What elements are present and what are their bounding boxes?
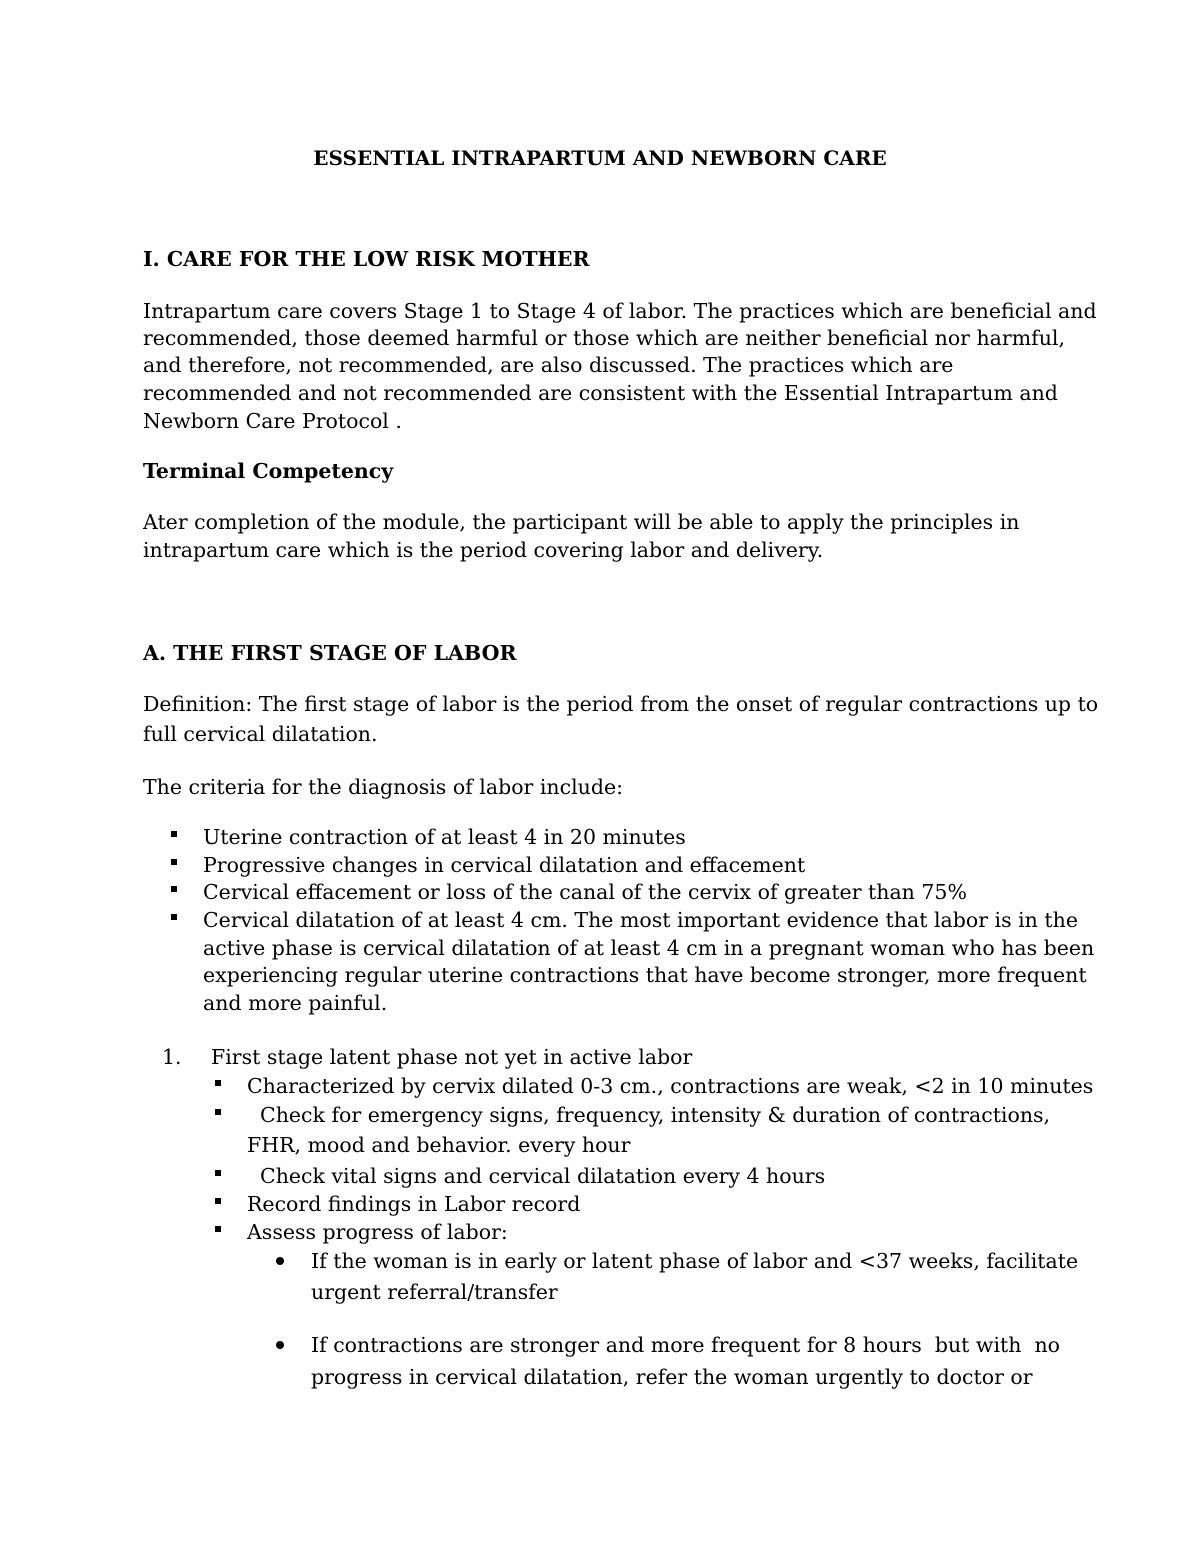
criteria-item-continued: experiencing regular uterine contractions that have become stronger, more frequent [203, 963, 1087, 987]
nested-list-item-continued: urgent referral/transfer [311, 1280, 558, 1304]
intro-line: Newborn Care Protocol . [143, 409, 402, 433]
criteria-item-continued: active phase is cervical dilatation of at least 4 cm in a pregnant woman who has been [203, 936, 1095, 960]
square-bullet-icon [171, 831, 177, 837]
square-bullet-icon [215, 1198, 221, 1204]
criteria-item: Progressive changes in cervical dilatation and effacement [203, 853, 806, 877]
square-bullet-icon [171, 886, 177, 892]
numbered-item-label: First stage latent phase not yet in active labor [211, 1045, 693, 1069]
square-bullet-icon [215, 1226, 221, 1232]
criteria-item-continued: and more painful. [203, 991, 388, 1015]
intro-line: recommended, those deemed harmful or those which are neither beneficial nor harmful, [143, 326, 1065, 350]
sub-list-item: Check vital signs and cervical dilatation every 4 hours [247, 1164, 826, 1188]
round-bullet-icon [276, 1257, 284, 1265]
competency-line: Ater completion of the module, the participant will be able to apply the principles in [143, 510, 1020, 534]
intro-line: Intrapartum care covers Stage 1 to Stage 4 of labor. The practices which are beneficial and [143, 299, 1097, 323]
definition-line: full cervical dilatation. [143, 722, 378, 746]
criteria-item: Cervical effacement or loss of the canal of the cervix of greater than 75% [203, 880, 967, 904]
sub-list-item: Record findings in Labor record [247, 1192, 581, 1216]
nested-list-item-continued: progress in cervical dilatation, refer the woman urgently to doctor or [311, 1365, 1033, 1389]
competency-line: intrapartum care which is the period covering labor and delivery. [143, 538, 824, 562]
sub-list-item: Check for emergency signs, frequency, intensity & duration of contractions, [247, 1103, 1051, 1127]
section-heading-first-stage: A. THE FIRST STAGE OF LABOR [143, 641, 517, 665]
section-heading-low-risk: I. CARE FOR THE LOW RISK MOTHER [143, 247, 590, 271]
sub-list-item: Characterized by cervix dilated 0-3 cm., contractions are weak, <2 in 10 minutes [247, 1074, 1094, 1098]
list-number: 1. [162, 1045, 182, 1069]
intro-line: recommended and not recommended are consistent with the Essential Intrapartum and [143, 381, 1058, 405]
sub-list-item-continued: FHR, mood and behavior. every hour [247, 1133, 631, 1157]
square-bullet-icon [215, 1170, 221, 1176]
intro-line: and therefore, not recommended, are also discussed. The practices which are [143, 353, 954, 377]
criteria-item: Uterine contraction of at least 4 in 20 minutes [203, 825, 686, 849]
nested-list-item: If contractions are stronger and more frequent for 8 hours but with no [311, 1333, 1061, 1357]
square-bullet-icon [215, 1109, 221, 1115]
competency-heading: Terminal Competency [143, 459, 394, 483]
square-bullet-icon [171, 859, 177, 865]
square-bullet-icon [215, 1080, 221, 1086]
round-bullet-icon [276, 1341, 284, 1349]
square-bullet-icon [171, 914, 177, 920]
nested-list-item: If the woman is in early or latent phase of labor and <37 weeks, facilitate [311, 1249, 1079, 1273]
definition-line: Definition: The first stage of labor is the period from the onset of regular contractions up to [143, 692, 1099, 716]
sub-list-item: Assess progress of labor: [247, 1220, 508, 1244]
criteria-item: Cervical dilatation of at least 4 cm. The most important evidence that labor is in the [203, 908, 1078, 932]
page-title: ESSENTIAL INTRAPARTUM AND NEWBORN CARE [313, 146, 887, 170]
criteria-intro: The criteria for the diagnosis of labor include: [143, 775, 624, 799]
